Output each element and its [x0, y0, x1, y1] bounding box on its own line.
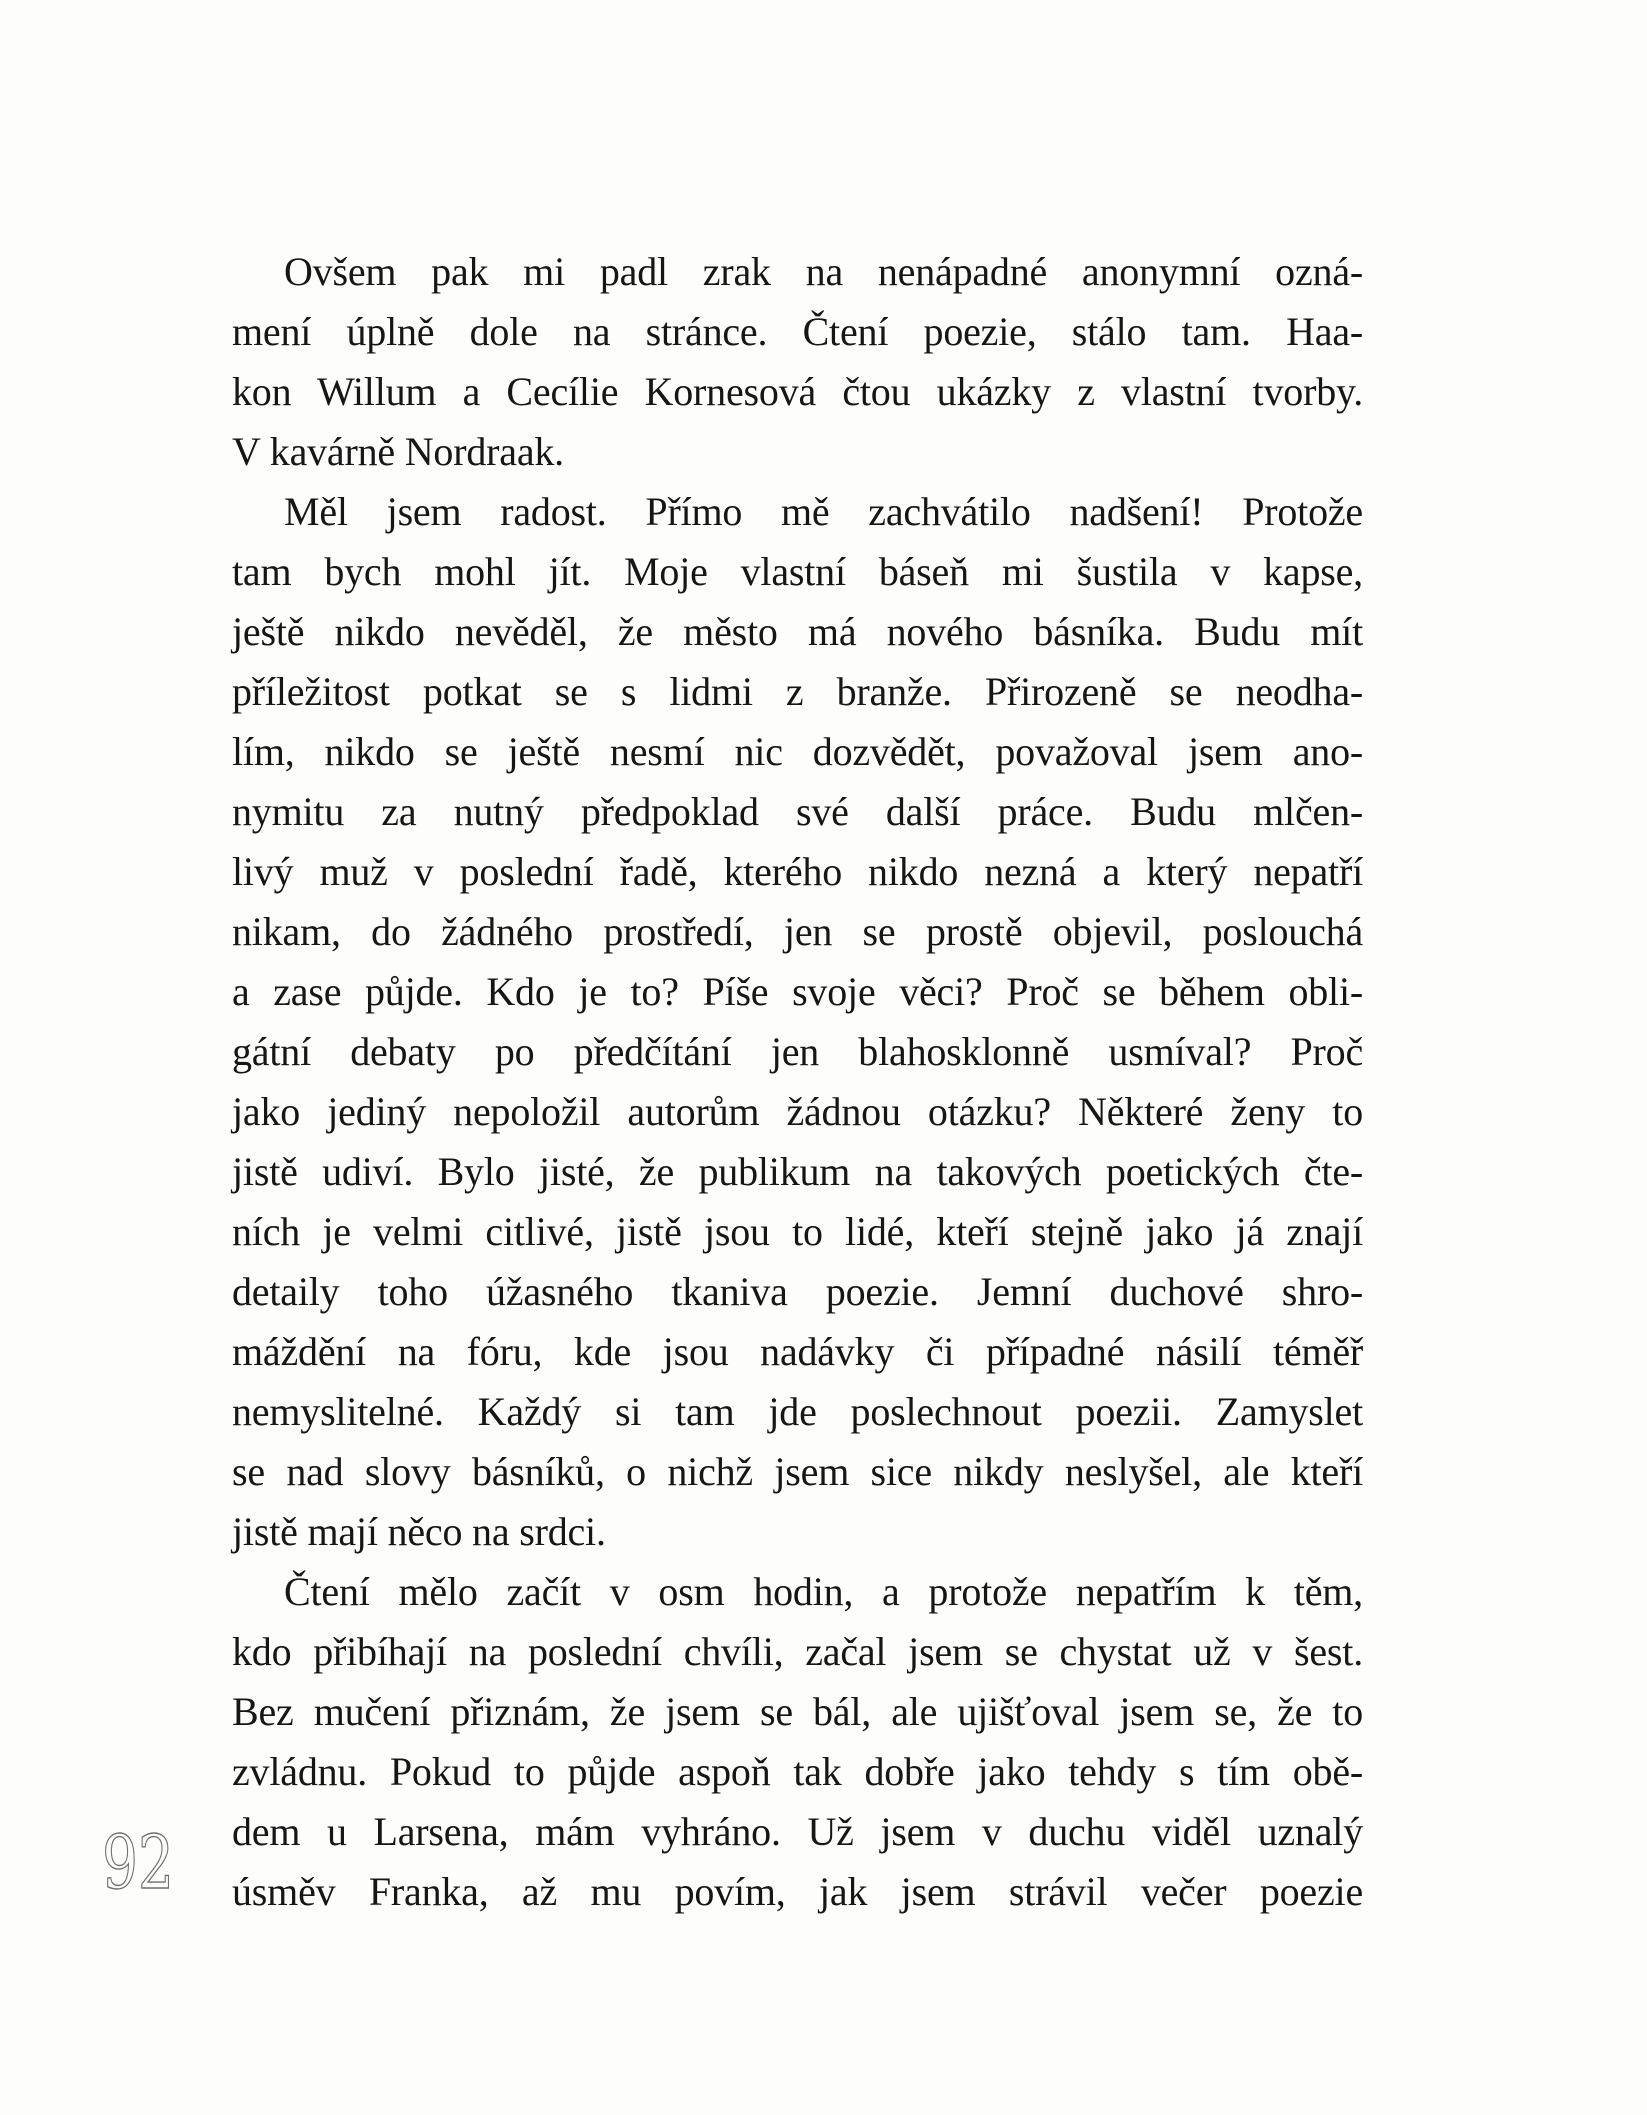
- text-line: ještě nikdo nevěděl, že město má nového básníka. Budu mít: [232, 609, 1363, 654]
- paragraph: [232, 242, 1363, 482]
- paragraph: [232, 482, 1363, 1562]
- text-line: jistě mají něco na srdci.: [232, 1509, 606, 1554]
- text-line: jistě udiví. Bylo jisté, že publikum na takových poetických čte-: [232, 1149, 1363, 1194]
- text-line: kdo přibíhají na poslední chvíli, začal jsem se chystat už v šest.: [232, 1629, 1363, 1674]
- text-line: nikam, do žádného prostředí, jen se prostě objevil, poslouchá: [232, 909, 1363, 954]
- text-line: detaily toho úžasného tkaniva poezie. Jemní duchové shro-: [232, 1269, 1363, 1314]
- text-line: úsměv Franka, až mu povím, jak jsem strávil večer poezie: [232, 1869, 1363, 1914]
- text-line: Ovšem pak mi padl zrak na nenápadné anonymní ozná-: [284, 249, 1363, 294]
- text-line: dem u Larsena, mám vyhráno. Už jsem v duchu viděl uznalý: [232, 1809, 1363, 1854]
- text-line: jako jediný nepoložil autorům žádnou otázku? Některé ženy to: [232, 1089, 1363, 1134]
- text-line: mení úplně dole na stránce. Čtení poezie, stálo tam. Haa-: [232, 309, 1363, 354]
- body-text-column: [232, 242, 1363, 1922]
- page-number: [98, 1818, 238, 1908]
- text-line: Měl jsem radost. Přímo mě zachvátilo nadšení! Protože: [284, 489, 1363, 534]
- text-line: ních je velmi citlivé, jistě jsou to lidé, kteří stejně jako já znají: [232, 1209, 1363, 1254]
- text-line: V kavárně Nordraak.: [232, 429, 564, 474]
- text-line: zvládnu. Pokud to půjde aspoň tak dobře jako tehdy s tím obě-: [232, 1749, 1363, 1794]
- page-number-figure: [98, 1818, 238, 1908]
- text-line: gátní debaty po předčítání jen blahosklonně usmíval? Proč: [232, 1029, 1363, 1074]
- text-line: tam bych mohl jít. Moje vlastní báseň mi šustila v kapse,: [232, 549, 1363, 594]
- text-line: kon Willum a Cecílie Kornesová čtou ukázky z vlastní tvorby.: [232, 369, 1363, 414]
- text-line: a zase půjde. Kdo je to? Píše svoje věci? Proč se během obli-: [232, 969, 1363, 1014]
- text-line: livý muž v poslední řadě, kterého nikdo nezná a který nepatří: [232, 849, 1363, 894]
- text-line: se nad slovy básníků, o nichž jsem sice nikdy neslyšel, ale kteří: [232, 1449, 1363, 1494]
- text-line: máždění na fóru, kde jsou nadávky či případné násilí téměř: [232, 1329, 1363, 1374]
- text-line: příležitost potkat se s lidmi z branže. Přirozeně se neodha-: [232, 669, 1363, 714]
- page-number-text: 92: [102, 1820, 174, 1906]
- text-line: Bez mučení přiznám, že jsem se bál, ale ujišťoval jsem se, že to: [232, 1689, 1363, 1734]
- paragraph: [232, 1562, 1363, 1922]
- text-line: nemyslitelné. Každý si tam jde poslechnout poezii. Zamyslet: [232, 1389, 1363, 1434]
- text-line: Čtení mělo začít v osm hodin, a protože nepatřím k těm,: [284, 1569, 1363, 1614]
- text-line: nymitu za nutný předpoklad své další práce. Budu mlčen-: [232, 789, 1363, 834]
- text-line: lím, nikdo se ještě nesmí nic dozvědět, považoval jsem ano-: [232, 729, 1363, 774]
